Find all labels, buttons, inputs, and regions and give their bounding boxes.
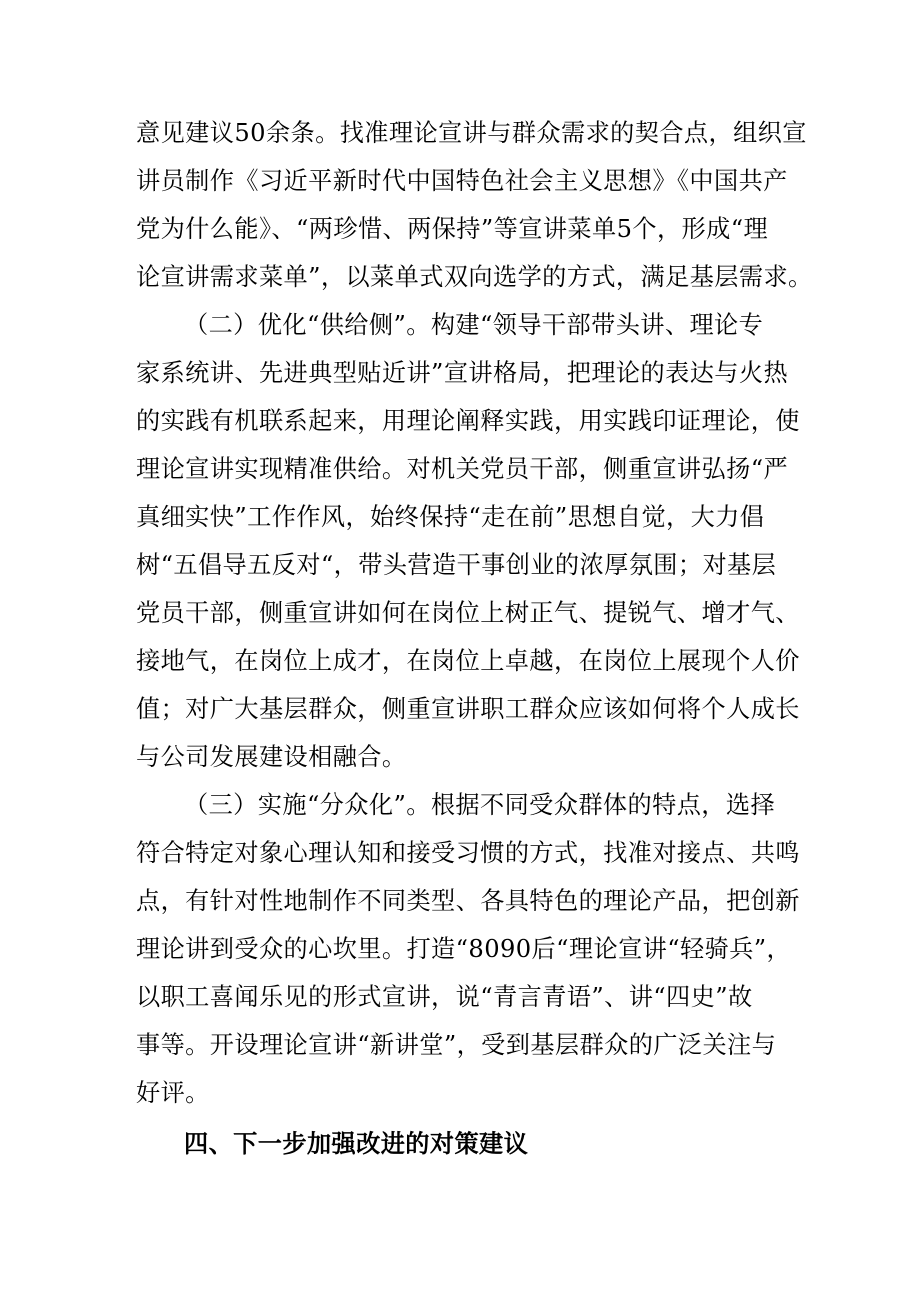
text-line: 真细实快”工作作风，始终保持“走在前”思想自觉，大力倡 [136, 503, 765, 531]
text-line: 论宣讲需求菜单”，以菜单式双向选学的方式，满足基层需求。 [136, 263, 813, 291]
text-line: 好评。 [136, 1079, 210, 1107]
text-line: 讲员制作《习近平新时代中国特色社会主义思想》《中国共产 [136, 167, 788, 195]
text-line: 事等。开设理论宣讲“新讲堂”，受到基层群众的广泛关注与 [136, 1031, 777, 1059]
section-heading: 四、下一步加强改进的对策建议 [184, 1130, 529, 1158]
text-line: 接地气，在岗位上成才，在岗位上卓越，在岗位上展现个人价 [136, 647, 800, 675]
text-line: 点，有针对性地制作不同类型、各具特色的理论产品，把创新 [136, 887, 800, 915]
text-line: 值；对广大基层群众，侧重宣讲职工群众应该如何将个人成长 [136, 695, 800, 723]
text-line: 符合特定对象心理认知和接受习惯的方式，找准对接点、共鸣 [136, 839, 800, 867]
text-line: 理论讲到受众的心坎里。打造“8090后“理论宣讲“轻骑兵”， [136, 935, 792, 963]
text-line: 的实践有机联系起来，用理论阐释实践，用实践印证理论，使 [136, 407, 800, 435]
text-line: 理论宣讲实现精准供给。对机关党员干部，侧重宣讲弘扬“严 [136, 455, 789, 483]
text-line: 家系统讲、先进典型贴近讲”宣讲格局，把理论的表达与火热 [136, 359, 789, 387]
text-line: 树“五倡导五反对“，带头营造干事创业的浓厚氛围；对基层 [136, 551, 777, 579]
text-line: 以职工喜闻乐见的形式宣讲，说“青言青语”、讲“四史”故 [136, 983, 753, 1011]
paragraph-start: （二）优化“供给侧”。构建“领导干部带头讲、理论专 [184, 311, 764, 339]
paragraph-start: （三）实施“分众化”。根据不同受众群体的特点，选择 [184, 791, 776, 819]
text-line: 意见建议50余条。找准理论宣讲与群众需求的契合点，组织宣 [136, 119, 807, 147]
text-line: 党员干部，侧重宣讲如何在岗位上树正气、提锐气、增才气、 [136, 599, 800, 627]
text-line: 与公司发展建设相融合。 [136, 743, 407, 771]
text-line: 党为什么能》、“两珍惜、两保持”等宣讲菜单5个，形成“理 [136, 215, 769, 243]
